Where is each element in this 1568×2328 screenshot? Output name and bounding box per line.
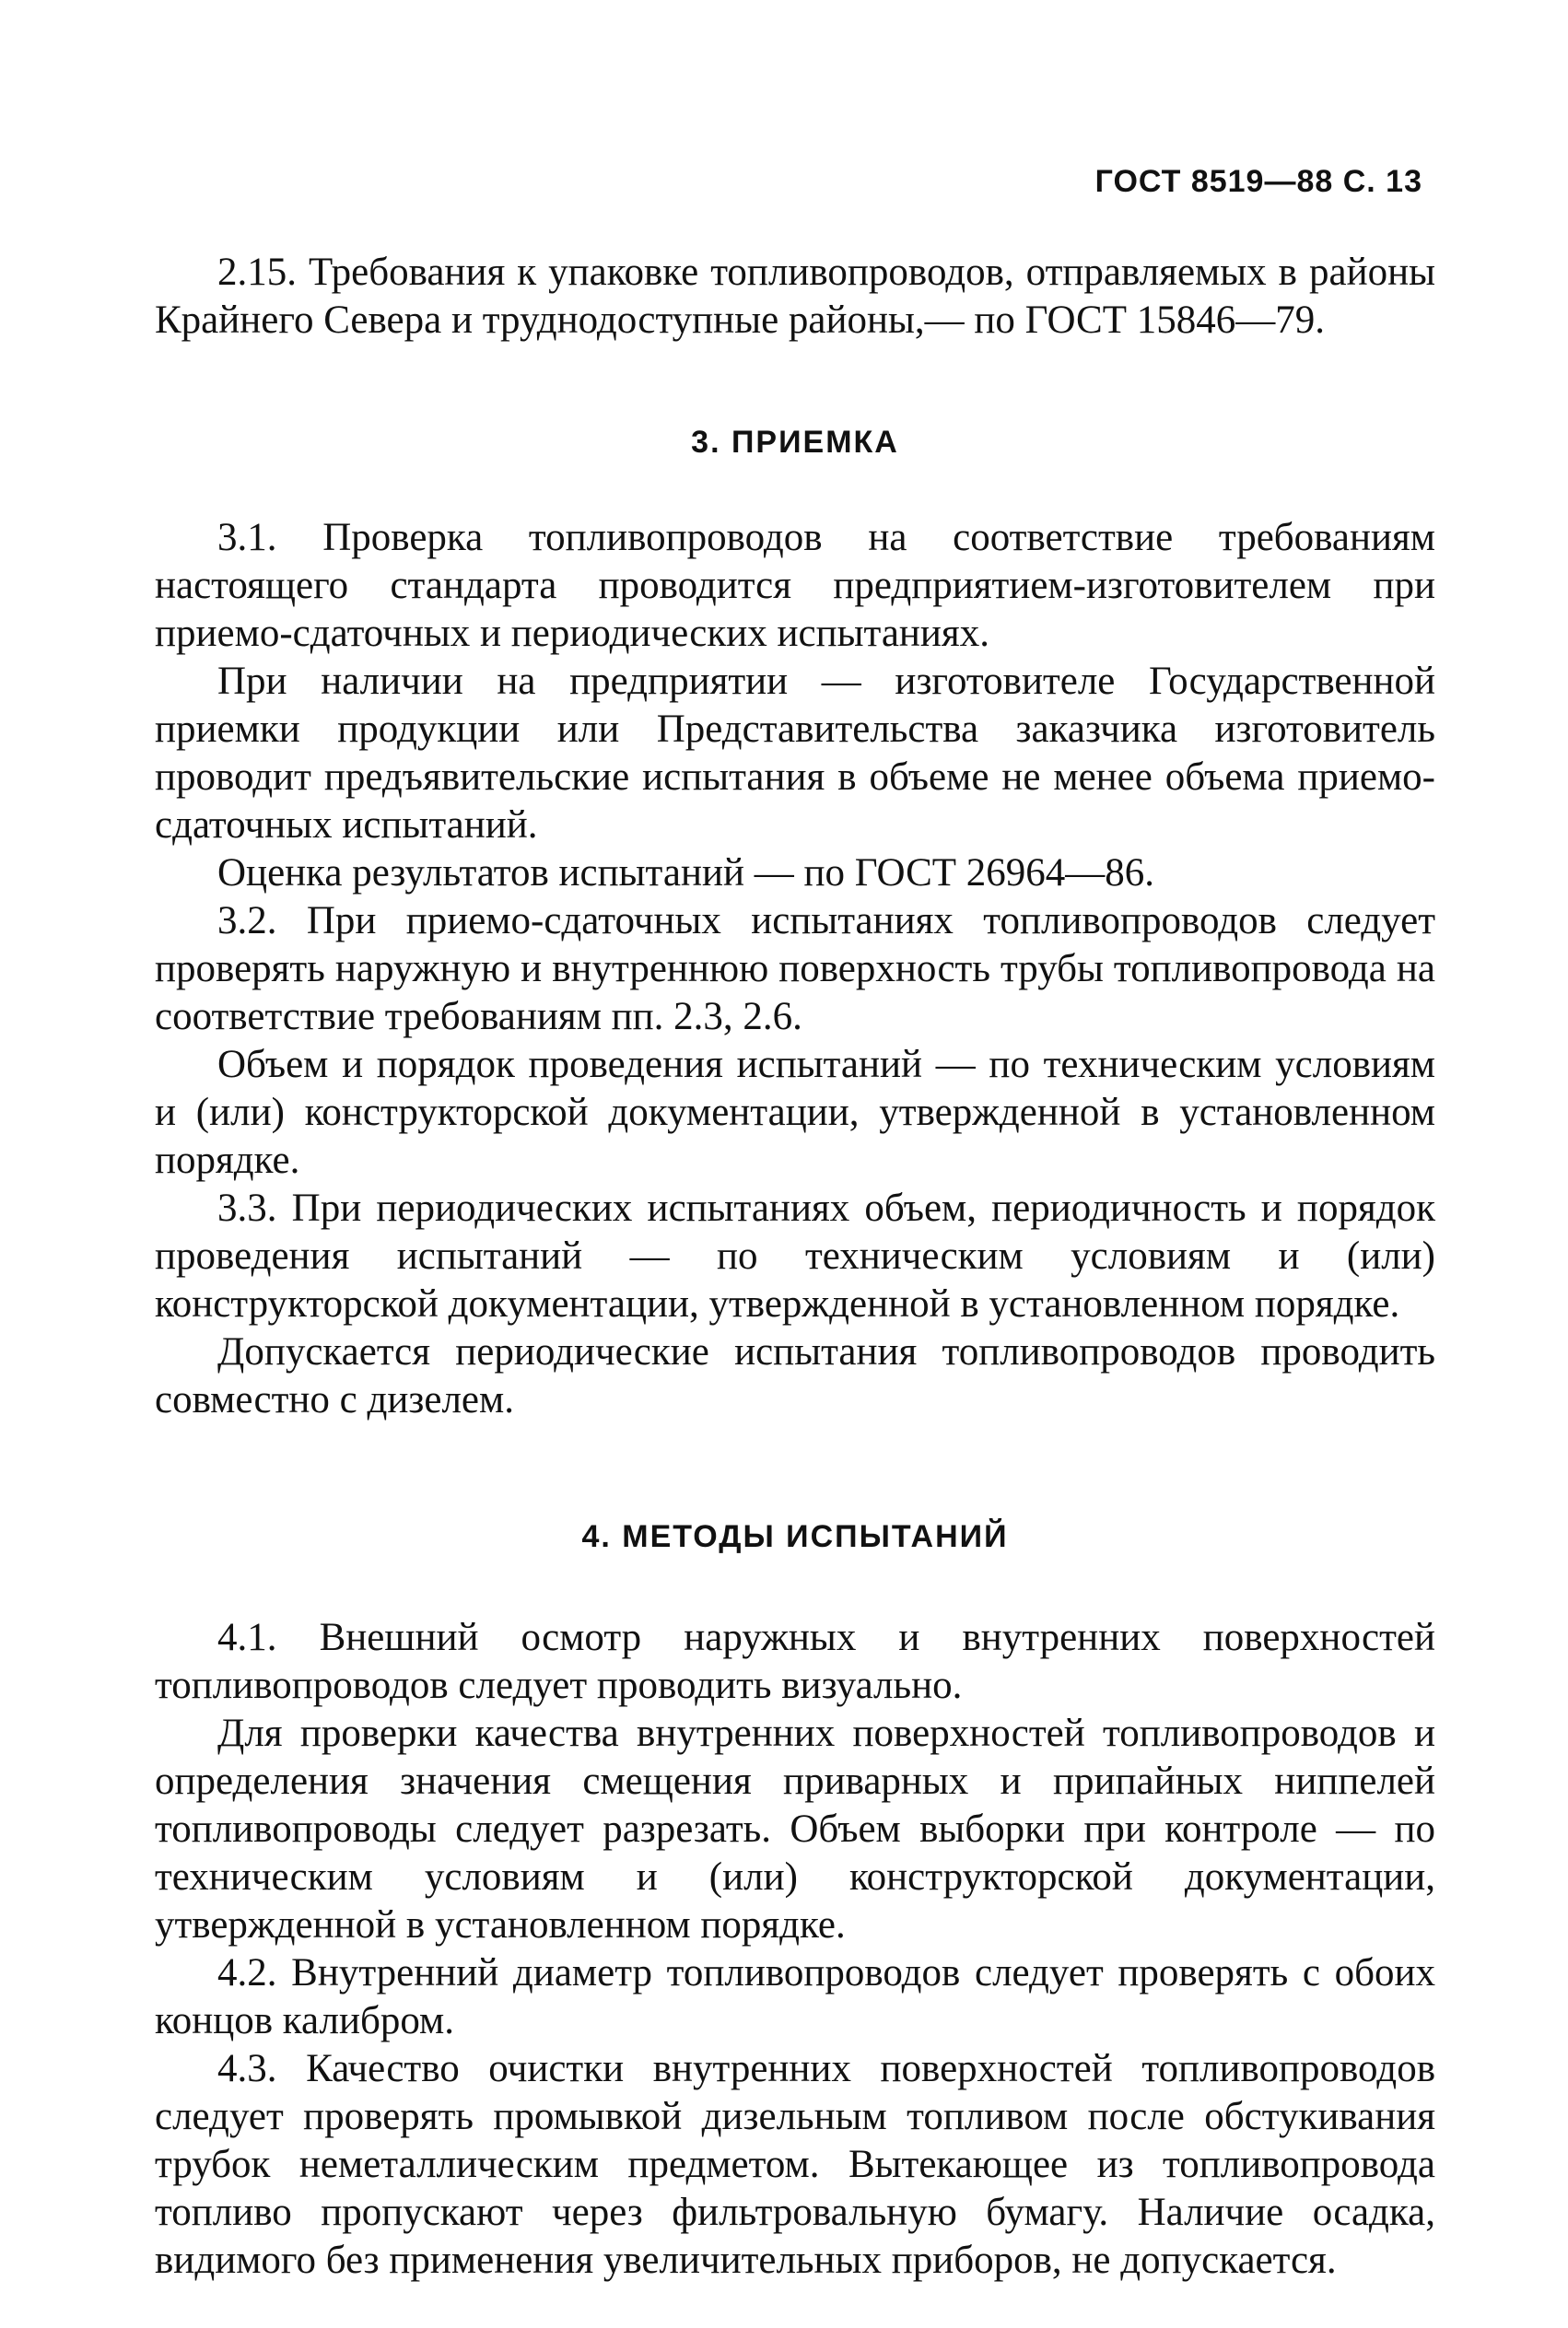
section-heading-3: 3. ПРИЕМКА: [691, 425, 899, 460]
paragraph-3-1-evaluation: Оценка результатов испытаний — по ГОСТ 26964—86.: [217, 851, 1155, 895]
running-header: ГОСТ 8519—88 С. 13: [1094, 164, 1422, 199]
paragraph-4-1-cutting: Для проверки качества внутренних поверхностей топливопроводов и определения значения смещения приварных и припайных ниппелей топливопроводы следует разрезать. Объем выборки при контроле — по техническим условиям и (или) конструкторской документации, утвержденной в установленном порядке.: [155, 1712, 1435, 1947]
paragraph-3-1-state-acceptance: При наличии на предприятии — изготовителе Государственной приемки продукции или Представительства заказчика изготовитель проводит предъявительские испытания в объеме не менее объема приемо-сдаточных испытаний.: [155, 660, 1435, 847]
paragraph-4-2: 4.2. Внутренний диаметр топливопроводов следует проверять с обоих концов калибром.: [155, 1951, 1435, 2042]
document-body: [155, 249, 1435, 2285]
section-heading-4: 4. МЕТОДЫ ИСПЫТАНИЙ: [581, 1519, 1009, 1554]
paragraph-3-3-diesel: Допускается периодические испытания топливопроводов проводить совместно с дизелем.: [155, 1330, 1435, 1421]
paragraph-4-1: 4.1. Внешний осмотр наружных и внутренних поверхностей топливопроводов следует проводить визуально.: [155, 1616, 1435, 1707]
paragraph-3-2: 3.2. При приемо-сдаточных испытаниях топливопроводов следует проверять наружную и внутреннюю поверхность трубы топливопровода на соответствие требованиям пп. 2.3, 2.6.: [155, 899, 1435, 1038]
paragraph-3-3: 3.3. При периодических испытаниях объем, периодичность и порядок проведения испытаний — по техническим условиям и (или) конструкторской документации, утвержденной в установленном порядке.: [155, 1187, 1435, 1326]
paragraph-2-15: 2.15. Требования к упаковке топливопроводов, отправляемых в районы Крайнего Севера и труднодоступные районы,— по ГОСТ 15846—79.: [155, 251, 1435, 342]
paragraph-4-3: 4.3. Качество очистки внутренних поверхностей топливопроводов следует проверять промывкой дизельным топливом после обстукивания трубок неметаллическим предметом. Вытекающее из топливопровода топливо пропускают через фильтровальную бумагу. Наличие осадка, видимого без применения увеличительных приборов, не допускается.: [155, 2047, 1435, 2282]
paragraph-3-2-scope: Объем и порядок проведения испытаний — по техническим условиям и (или) конструкторской документации, утвержденной в установленном порядке.: [155, 1043, 1435, 1182]
paragraph-3-1: 3.1. Проверка топливопроводов на соответствие требованиям настоящего стандарта проводится предприятием-изготовителем при приемо-сдаточных и периодических испытаниях.: [155, 516, 1435, 655]
